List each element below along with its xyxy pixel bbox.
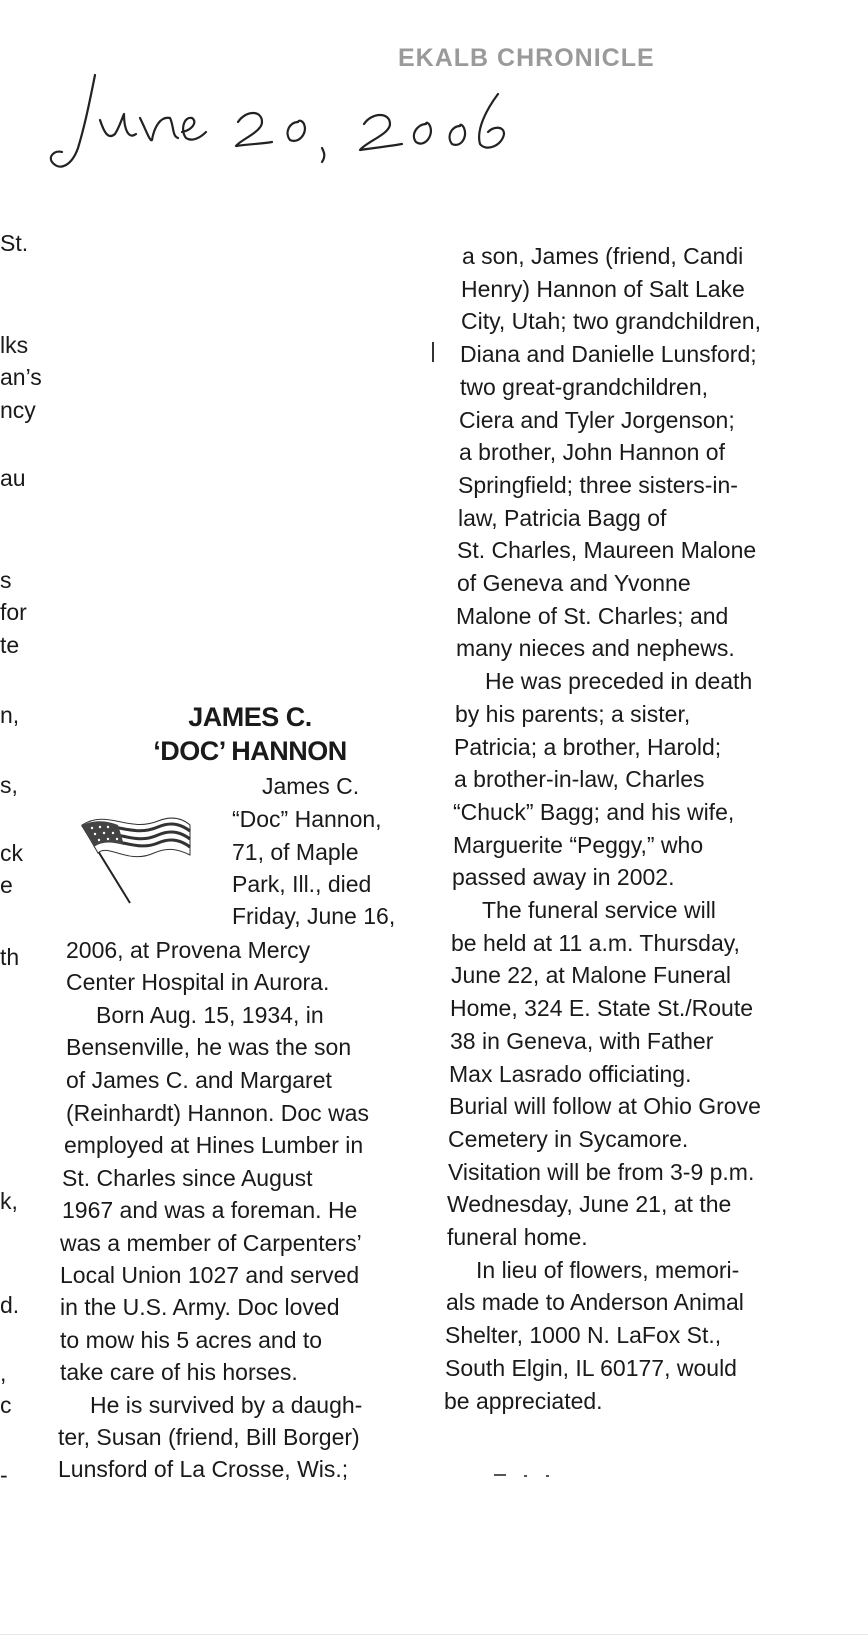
obituary-line: Friday, June 16, [232, 903, 396, 929]
obituary-line: 38 in Geneva, with Father [450, 1027, 714, 1054]
obituary-line: Ciera and Tyler Jorgenson; [459, 406, 735, 433]
obituary-line: ter, Susan (friend, Bill Borger) [58, 1424, 360, 1450]
obituary-line: Henry) Hannon of Salt Lake [461, 275, 745, 302]
obituary-line: “Doc” Hannon, [232, 806, 382, 832]
obituary-line: Shelter, 1000 N. LaFox St., [445, 1322, 722, 1349]
obituary-line: be held at 11 a.m. Thursday, [451, 929, 740, 956]
obituary-line: In lieu of flowers, memori- [476, 1256, 740, 1283]
obituary-line: June 22, at Malone Funeral [451, 962, 732, 989]
newspaper-masthead: EKALB CHRONICLE [398, 44, 655, 72]
handwritten-date [0, 70, 560, 180]
obituary-line: Local Union 1027 and served [60, 1262, 360, 1288]
obituary-line: als made to Anderson Animal [446, 1289, 744, 1316]
obituary-line: Cemetery in Sycamore. [448, 1125, 689, 1152]
obituary-line: was a member of Carpenters’ [60, 1230, 362, 1256]
obituary-line: many nieces and nephews. [456, 635, 735, 662]
obituary-line: a brother-in-law, Charles [454, 766, 705, 793]
obituary-line: a brother, John Hannon of [459, 439, 725, 466]
obituary-line: two great-grandchildren, [460, 373, 709, 400]
left-fragment: n, [0, 702, 20, 728]
left-fragment: St. [0, 230, 29, 256]
left-fragment: for [0, 599, 27, 625]
obituary-line: Wednesday, June 21, at the [447, 1191, 732, 1218]
obituary-line: Center Hospital in Aurora. [66, 969, 330, 995]
left-fragment: th [0, 944, 20, 970]
obituary-line: law, Patricia Bagg of [458, 504, 667, 531]
obituary-line: Lunsford of La Crosse, Wis.; [58, 1456, 349, 1482]
obituary-line: Home, 324 E. State St./Route [450, 995, 753, 1022]
page-bottom-edge [0, 1634, 868, 1635]
obituary-line: City, Utah; two grandchildren, [461, 308, 761, 335]
obituary-line: Marguerite “Peggy,” who [453, 831, 704, 858]
obituary-line: Max Lasrado officiating. [449, 1060, 692, 1087]
obituary-line: in the U.S. Army. Doc loved [60, 1294, 340, 1320]
left-fragment: au [0, 465, 26, 491]
left-fragment: an’s [0, 364, 42, 390]
obituary-line: funeral home. [447, 1224, 588, 1250]
obituary-headline [70, 700, 430, 768]
left-fragment: lks [0, 332, 29, 358]
left-fragment: k, [0, 1188, 18, 1214]
left-fragment: c [0, 1392, 12, 1418]
obituary-line: Bensenville, he was the son [66, 1034, 352, 1060]
left-fragment: te [0, 632, 20, 658]
left-fragment: - [0, 1462, 8, 1488]
left-fragment: s, [0, 772, 18, 798]
left-fragment: ncy [0, 397, 36, 423]
left-fragment: e [0, 872, 13, 898]
obituary-line: (Reinhardt) Hannon. Doc was [66, 1100, 369, 1126]
headline-name: JAMES C. [188, 702, 312, 732]
headline-nickname: ‘DOC’ HANNON [153, 736, 347, 766]
obituary-line: Born Aug. 15, 1934, in [96, 1002, 324, 1028]
obituary-line: 2006, at Provena Mercy [66, 937, 311, 963]
obituary-line: St. Charles, Maureen Malone [457, 537, 757, 564]
column-mark [432, 342, 434, 362]
obituary-line: Patricia; a brother, Harold; [454, 733, 722, 760]
obituary-line: Burial will follow at Ohio Grove [449, 1093, 761, 1120]
obituary-line: take care of his horses. [60, 1359, 298, 1385]
obituary-line: to mow his 5 acres and to [60, 1327, 323, 1353]
obituary-line: “Chuck” Bagg; and his wife, [453, 798, 735, 825]
obituary-line: He was preceded in death [485, 668, 753, 695]
left-fragment: d. [0, 1292, 20, 1318]
obituary-line: South Elgin, IL 60177, would [445, 1354, 737, 1381]
obituary-line: be appreciated. [444, 1387, 603, 1414]
obituary-line: a son, James (friend, Candi [462, 243, 744, 269]
obituary-line: employed at Hines Lumber in [64, 1132, 364, 1158]
obituary-line: James C. [262, 773, 360, 799]
cut-off-text-stub [494, 1474, 564, 1478]
obituary-line: by his parents; a sister, [455, 700, 691, 727]
obituary-line: of Geneva and Yvonne [457, 570, 691, 596]
obituary-line: Diana and Danielle Lunsford; [460, 341, 757, 368]
obituary-line: He is survived by a daugh- [90, 1392, 363, 1418]
american-flag-icon [78, 795, 198, 905]
left-fragment: ck [0, 840, 23, 866]
obituary-line: Visitation will be from 3-9 p.m. [448, 1158, 755, 1185]
left-fragment: , [0, 1360, 7, 1386]
obituary-line: of James C. and Margaret [66, 1067, 332, 1093]
obituary-line: 71, of Maple [232, 839, 359, 865]
obituary-line: Malone of St. Charles; and [456, 602, 729, 629]
obituary-line: Park, Ill., died [232, 871, 372, 897]
obituary-line: The funeral service will [482, 897, 716, 923]
obituary-line: Springfield; three sisters-in- [458, 471, 738, 498]
obituary-line: 1967 and was a foreman. He [62, 1197, 358, 1223]
obituary-line: St. Charles since August [62, 1165, 313, 1191]
obituary-line: passed away in 2002. [452, 864, 675, 891]
left-fragment: s [0, 567, 12, 593]
